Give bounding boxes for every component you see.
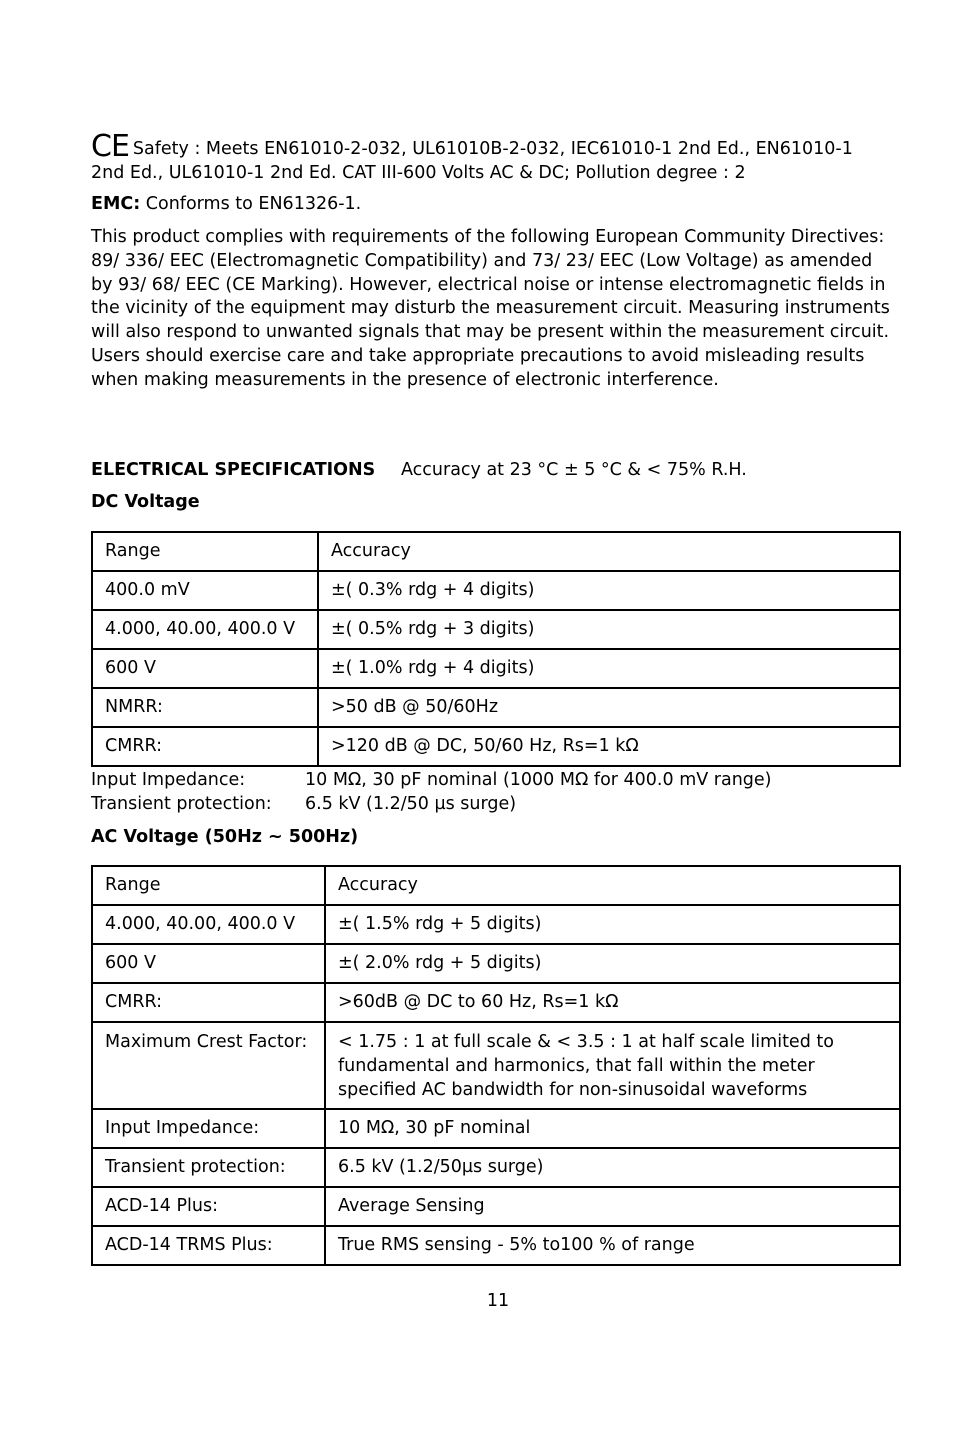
ac-range-cell: Maximum Crest Factor: [92, 1022, 325, 1109]
ac-voltage-table [91, 865, 901, 1266]
dc-header-range: Range [92, 532, 318, 571]
dc-accuracy-cell: >120 dB @ DC, 50/60 Hz, Rs=1 kΩ [318, 727, 900, 766]
dc-range-cell: CMRR: [92, 727, 318, 766]
safety-text: Safety : Meets EN61010-2-032, UL61010B-2-032, IEC61010-1 2nd Ed., EN61010-1 2nd Ed., UL61010-1 2nd Ed. CAT III-600 Volts AC & DC; Pollution degree : 2 [91, 139, 853, 183]
table-row [92, 944, 900, 983]
table-row [92, 1109, 900, 1148]
ac-header-range: Range [92, 866, 325, 905]
ac-accuracy-cell: 10 MΩ, 30 pF nominal [325, 1109, 900, 1148]
ac-accuracy-cell: 6.5 kV (1.2/50µs surge) [325, 1148, 900, 1187]
ac-accuracy-cell: < 1.75 : 1 at full scale & < 3.5 : 1 at half scale limited to fundamental and harmonics, that fall within the meter specified AC bandwidth for non-sinusoidal waveforms [325, 1022, 900, 1109]
ce-mark-logo: CE [91, 129, 129, 164]
dc-transient-label: Transient protection: [91, 794, 272, 814]
ac-range-cell: Input Impedance: [92, 1109, 325, 1148]
dc-accuracy-cell: ±( 0.5% rdg + 3 digits) [318, 610, 900, 649]
ac-header-accuracy: Accuracy [325, 866, 900, 905]
table-row [92, 1148, 900, 1187]
safety-paragraph [91, 129, 891, 186]
dc-transient-value: 6.5 kV (1.2/50 µs surge) [305, 794, 517, 814]
ac-accuracy-cell: ±( 2.0% rdg + 5 digits) [325, 944, 900, 983]
ac-range-cell: Transient protection: [92, 1148, 325, 1187]
ac-accuracy-cell: True RMS sensing - 5% to100 % of range [325, 1226, 900, 1265]
ac-range-cell: CMRR: [92, 983, 325, 1022]
dc-voltage-heading: DC Voltage [91, 492, 200, 512]
dc-range-cell: 600 V [92, 649, 318, 688]
specs-title: ELECTRICAL SPECIFICATIONS [91, 460, 376, 480]
ac-range-cell: 4.000, 40.00, 400.0 V [92, 905, 325, 944]
ac-range-cell: ACD-14 TRMS Plus: [92, 1226, 325, 1265]
dc-range-cell: NMRR: [92, 688, 318, 727]
dc-input-impedance-label: Input Impedance: [91, 770, 246, 790]
table-row [92, 1022, 900, 1109]
dc-header-accuracy: Accuracy [318, 532, 900, 571]
emc-text: Conforms to EN61326-1. [140, 194, 362, 214]
page-number: 11 [486, 1291, 510, 1311]
dc-input-impedance-value: 10 MΩ, 30 pF nominal (1000 MΩ for 400.0 mV range) [305, 770, 772, 790]
table-row [92, 905, 900, 944]
table-row [92, 610, 900, 649]
dc-accuracy-cell: ±( 1.0% rdg + 4 digits) [318, 649, 900, 688]
dc-accuracy-cell: >50 dB @ 50/60Hz [318, 688, 900, 727]
ac-voltage-heading: AC Voltage (50Hz ~ 500Hz) [91, 827, 359, 847]
table-row [92, 688, 900, 727]
table-row [92, 1187, 900, 1226]
dc-range-cell: 400.0 mV [92, 571, 318, 610]
table-row [92, 532, 900, 571]
ac-accuracy-cell: ±( 1.5% rdg + 5 digits) [325, 905, 900, 944]
dc-voltage-table [91, 531, 901, 767]
ac-range-cell: 600 V [92, 944, 325, 983]
ac-accuracy-cell: Average Sensing [325, 1187, 900, 1226]
table-row [92, 649, 900, 688]
accuracy-note: Accuracy at 23 °C ± 5 °C & < 75% R.H. [401, 460, 747, 480]
dc-range-cell: 4.000, 40.00, 400.0 V [92, 610, 318, 649]
directive-paragraph: This product complies with requirements of the following European Community Directives: 89/ 336/ EEC (Electromagnetic Compatibility) and 73/ 23/ EEC (Low Voltage) as amended by 93/ 68/ EEC (CE Marking). However, electrical noise or intense electromagnetic fields in the vicinity of the equipment may disturb the measurement circuit. Measuring instruments will also respond to unwanted signals that may be present within the measurement circuit. Users should exercise care and take appropriate precautions to avoid misleading results when making measurements in the presence of electronic interference. [91, 227, 890, 390]
ac-range-cell: ACD-14 Plus: [92, 1187, 325, 1226]
table-row [92, 1226, 900, 1265]
emc-paragraph [91, 193, 891, 217]
table-row [92, 727, 900, 766]
table-row [92, 983, 900, 1022]
emc-label: EMC: [91, 194, 141, 214]
dc-accuracy-cell: ±( 0.3% rdg + 4 digits) [318, 571, 900, 610]
ac-accuracy-cell: >60dB @ DC to 60 Hz, Rs=1 kΩ [325, 983, 900, 1022]
table-row [92, 866, 900, 905]
table-row [92, 571, 900, 610]
